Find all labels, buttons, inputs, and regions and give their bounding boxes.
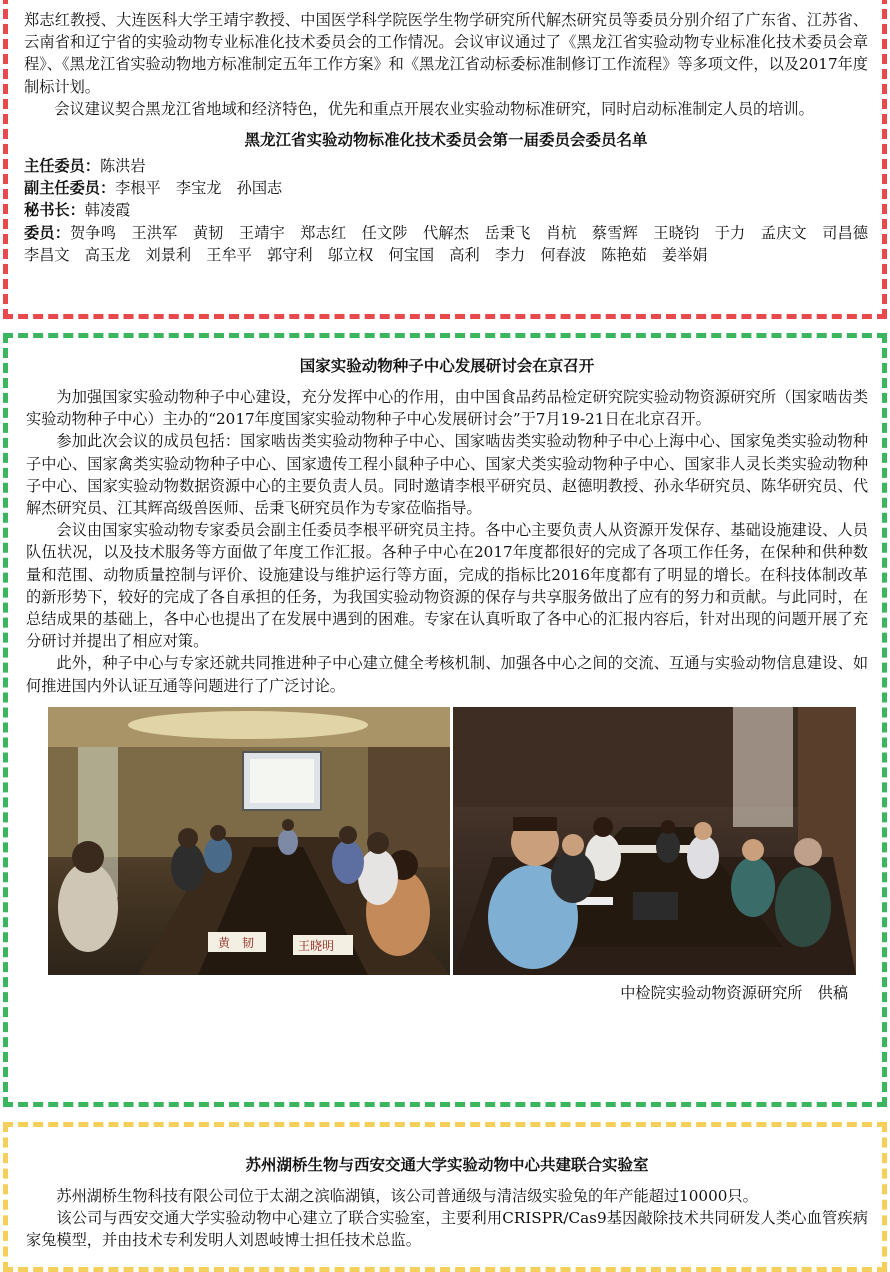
- photo-credit: 中检院实验动物资源研究所 供稿: [620, 983, 848, 1002]
- placard-right: 王晓明: [298, 938, 335, 953]
- meeting-photo-left: [48, 707, 450, 975]
- members-row: [24, 222, 884, 266]
- members-value: 贺争鸣 王洪军 黄韧 王靖宇 郑志红 任文陟 代解杰 岳秉飞 肖杭 蔡雪辉 王晓钧 于力 孟庆文 司昌德 李昌文 高玉龙 刘景利 王牟平 郭守利 邬立权 何宝国 高利 李力 何春波 陈艳茹 姜举娟: [24, 223, 884, 264]
- paragraph-1: 为加强国家实验动物种子中心建设，充分发挥中心的作用，由中国食品药品检定研究院实验动物资源研究所（国家啮齿类实验动物种子中心）主办的“2017年度国家实验动物种子中心发展研讨会”于7月19-21日在北京召开。: [26, 388, 868, 429]
- article-title-joint-lab: 苏州湖桥生物与西安交通大学实验动物中心共建联合实验室: [245, 1155, 649, 1174]
- placard-left: 黄 韧: [218, 935, 255, 950]
- vice-chair-value: 李根平 李宝龙 孙国志: [115, 179, 283, 198]
- secretary-label: 秘书长：: [24, 201, 85, 220]
- meeting-photos: [48, 707, 856, 975]
- members-label: 委员：: [24, 223, 71, 242]
- vice-chair-row: [24, 177, 868, 199]
- article-title: 国家实验动物种子中心发展研讨会在京召开: [299, 356, 595, 375]
- meeting-room-illustration-right: [453, 707, 856, 975]
- section-heilongjiang-committee: [3, 0, 887, 319]
- meeting-room-illustration-left: [48, 707, 450, 975]
- chair-value: 陈洪岩: [99, 157, 146, 176]
- chair-row: [24, 155, 868, 177]
- section-seed-center-seminar: [3, 333, 887, 1107]
- paragraph-2: 参加此次会议的成员包括：国家啮齿类实验动物种子中心、国家啮齿类实验动物种子中心上海中心、国家兔类实验动物种子中心、国家禽类实验动物种子中心、国家遗传工程小鼠种子中心、国家犬类实验动物种子中心、国家非人灵长类实验动物种子中心、国家实验动物数据资源中心的主要负责人员。同时邀请李根平研究员、赵德明教授、孙永华研究员、陈华研究员、代解杰研究员、江其辉高级兽医师、岳秉飞研究员作为专家莅临指导。: [26, 432, 868, 518]
- section-suzhou-joint-lab: [3, 1122, 887, 1272]
- secretary-row: [24, 199, 868, 221]
- paragraph-4: 此外，种子中心与专家还就共同推进种子中心建立健全考核机制、加强各中心之间的交流、互通与实验动物信息建设、如何推进国内外认证互通等问题进行了广泛讨论。: [26, 654, 868, 695]
- vice-chair-label: 副主任委员：: [24, 179, 116, 198]
- paragraph-continued: 郑志红教授、大连医科大学王靖宇教授、中国医学科学院医学生物学研究所代解杰研究员等委员分别介绍了广东省、江苏省、云南省和辽宁省的实验动物专业标准化技术委员会的工作情况。会议审议通过了《黑龙江省实验动物专业标准化技术委员会章程》、《黑龙江省实验动物地方标准制定五年工作方案》和《黑龙江省动标委标准制修订工作流程》等多项文件，以及2017年度制标计划。: [24, 11, 868, 96]
- meeting-photo-right: [453, 707, 856, 975]
- joint-lab-paragraph-2: 该公司与西安交通大学实验动物中心建立了联合实验室，主要利用CRISPR/Cas9基因敲除技术共同研发人类心血管疾病家兔模型，并由技术专利发明人刘恩岐博士担任技术总监。: [26, 1209, 868, 1250]
- paragraph-suggestion: 会议建议契合黑龙江省地域和经济特色，优先和重点开展农业实验动物标准研究，同时启动标准制定人员的培训。: [54, 99, 814, 118]
- secretary-value: 韩凌霞: [84, 201, 131, 220]
- member-list-title: 黑龙江省实验动物标准化技术委员会第一届委员会委员名单: [244, 130, 648, 150]
- paragraph-3: 会议由国家实验动物专家委员会副主任委员李根平研究员主持。各中心主要负责人从资源开发保存、基础设施建设、人员队伍状况，以及技术服务等方面做了年度工作汇报。各种子中心在2017年度都很好的完成了各项工作任务，在保种和供种数量和范围、动物质量控制与评价、设施建设与维护运行等方面，完成的指标比2016年度都有了明显的增长。在科技体制改革的新形势下，较好的完成了各自承担的任务，为我国实验动物资源的保存与共享服务做出了应有的努力和贡献。与此同时，在总结成果的基础上，各中心也提出了在发展中遇到的困难。专家在认真听取了各中心的汇报内容后，针对出现的问题开展了充分研讨并提出了相应对策。: [26, 521, 868, 651]
- joint-lab-paragraph-1: 苏州湖桥生物科技有限公司位于太湖之滨临湖镇，该公司普通级与清洁级实验兔的年产能超过10000只。: [56, 1187, 758, 1205]
- chair-label: 主任委员：: [24, 157, 100, 176]
